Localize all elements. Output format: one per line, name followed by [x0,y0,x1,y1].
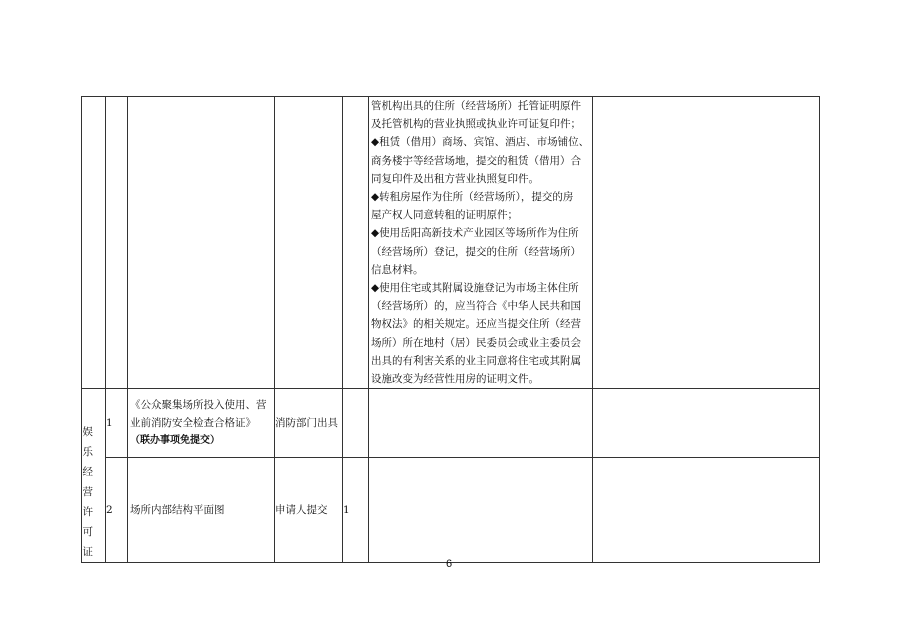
requirement-line: ◆租赁（借用）商场、宾馆、酒店、市场铺位、 [371,136,590,149]
count-cell [343,97,369,389]
count-cell [343,389,369,457]
material-line: 业前消防安全检查合格证》 [130,416,256,429]
category-label: 娱乐经营许可证 [82,426,94,559]
note-cell [593,97,820,389]
page-number: 6 [445,558,453,570]
requirements-cell [369,389,593,457]
material-cell: 场所内部结构平面图 [128,457,275,563]
requirement-line: ◆使用住宅或其附属设施登记为市场主体住所 [371,282,579,295]
no-cell: 2 [106,457,128,563]
requirement-line: 同复印件及出租方营业执照复印件。 [371,172,539,185]
requirement-line: 商务楼宇等经营场地，提交的租赁（借用）合 [371,154,581,167]
no-cell: 1 [106,389,128,457]
material-cell [128,389,275,457]
requirement-line: 设施改变为经营性用房的证明文件。 [371,373,539,386]
category-cell [82,97,106,389]
requirement-line: 及托管机构的营业执照或执业许可证复印件； [371,118,581,131]
note-cell [593,389,820,457]
requirement-line: 物权法》的相关规定。还应当提交住所（经营 [371,318,581,331]
no-cell [106,97,128,389]
requirement-line: 信息材料。 [371,263,424,276]
count-cell: 1 [343,457,369,563]
requirement-line: （经营场所）的，应当符合《中华人民共和国 [371,300,581,313]
material-line: 《公众聚集场所投入使用、营 [130,398,267,411]
requirement-line: 管机构出具的住所（经营场所）托管证明原件 [371,100,581,112]
source-cell [275,97,343,389]
category-cell [82,389,106,563]
table-row [82,97,820,389]
source-cell: 申请人提交 [275,457,343,563]
requirement-line: ◆使用岳阳高新技术产业园区等场所作为住所 [371,227,579,240]
table-row [82,389,820,457]
requirements-cell [369,97,593,389]
requirement-line: ◆转租房屋作为住所（经营场所），提交的房 [371,191,574,204]
requirement-line: 场所）所在地村（居）民委员会或业主委员会 [371,336,581,349]
note-cell [593,457,820,563]
table-row [82,457,820,563]
source-cell: 消防部门出具 [275,389,343,457]
materials-table [81,96,820,563]
material-note-bold: （联办事项免提交） [130,435,220,447]
material-cell [128,97,275,389]
requirements-cell [369,457,593,563]
requirement-line: 出具的有利害关系的业主同意将住宅或其附属 [371,354,581,367]
requirement-line: 屋产权人同意转租的证明原件； [371,209,518,222]
requirement-line: （经营场所）登记，提交的住所（经营场所） [371,245,581,258]
